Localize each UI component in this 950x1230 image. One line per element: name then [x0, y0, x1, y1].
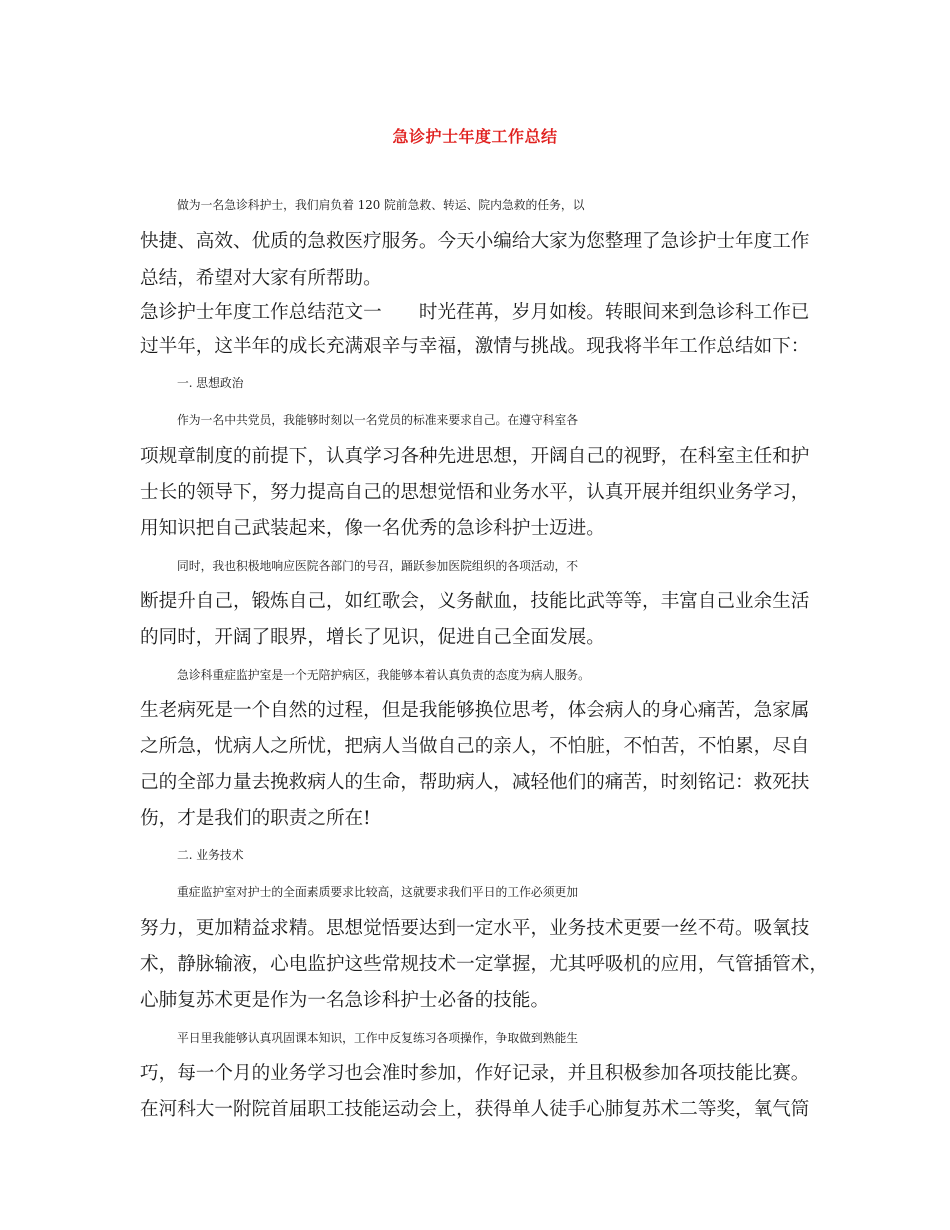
paragraph-line: 做为一名急诊科护士，我们肩负着 120 院前急救、转运、院内急救的任务，以: [177, 198, 585, 212]
document-title: 急诊护士年度工作总结: [392, 127, 558, 146]
paragraph-line: 术，静脉输液，心电监护这些常规技术一定掌握，尤其呼吸机的应用，气管插管术，: [140, 954, 828, 975]
paragraph-line: 快捷、高效、优质的急救医疗服务。今天小编给大家为您整理了急诊护士年度工作: [140, 231, 810, 252]
paragraph-line: 己的全部力量去挽救病人的生命，帮助病人，减轻他们的痛苦，时刻铭记：救死扶: [140, 772, 810, 793]
paragraph-line: 在河科大一附院首届职工技能运动会上，获得单人徒手心肺复苏术二等奖，氧气筒: [140, 1099, 810, 1120]
paragraph-line: 的同时，开阔了眼界，增长了见识，促进自己全面发展。: [140, 627, 605, 648]
paragraph-line: 重症监护室对护士的全面素质要求比较高，这就要求我们平日的工作必须更加: [177, 885, 579, 899]
paragraph-line: 心肺复苏术更是作为一名急诊科护士必备的技能。: [140, 990, 550, 1011]
paragraph-line: 断提升自己，锻炼自己，如红歌会，义务献血，技能比武等等，丰富自己业余生活: [140, 591, 810, 612]
paragraph-line: 同时，我也积极地响应医院各部门的号召，踊跃参加医院组织的各项活动，不: [177, 559, 579, 573]
paragraph-line: 用知识把自己武装起来，像一名优秀的急诊科护士迈进。: [140, 518, 605, 539]
paragraph-line: 作为一名中共党员，我能够时刻以一名党员的标准来要求自己。在遵守科室各: [177, 413, 579, 427]
paragraph-line: 伤，才是我们的职责之所在!: [140, 808, 371, 829]
paragraph-line: 生老病死是一个自然的过程，但是我能够换位思考，体会病人的身心痛苦，急家属: [140, 700, 810, 721]
paragraph-line: 努力，更加精益求精。思想觉悟要达到一定水平，业务技术更要一丝不苟。吸氧技: [140, 918, 810, 939]
paragraph-line: 巧，每一个月的业务学习也会准时参加，作好记录，并且积极参加各项技能比赛。: [140, 1063, 810, 1084]
paragraph-line: 士长的领导下，努力提高自己的思想觉悟和业务水平，认真开展并组织业务学习，: [140, 482, 810, 503]
paragraph-line: 总结，希望对大家有所帮助。: [140, 268, 382, 289]
paragraph-line: 急诊护士年度工作总结范文一 时光荏苒，岁月如梭。转眼间来到急诊科工作已: [140, 302, 810, 323]
paragraph-line: 之所急，忧病人之所忧，把病人当做自己的亲人，不怕脏，不怕苦，不怕累，尽自: [140, 736, 810, 757]
paragraph-line: 过半年，这半年的成长充满艰辛与幸福，激情与挑战。现我将半年工作总结如下：: [140, 336, 810, 357]
paragraph-line: 平日里我能够认真巩固课本知识，工作中反复练习各项操作，争取做到熟能生: [177, 1031, 579, 1045]
paragraph-line: 急诊科重症监护室是一个无陪护病区，我能够本着认真负责的态度为病人服务。: [177, 668, 590, 682]
section-heading: 二. 业务技术: [177, 848, 244, 862]
section-heading: 一. 思想政治: [177, 376, 244, 390]
paragraph-line: 项规章制度的前提下，认真学习各种先进思想，开阔自己的视野，在科室主任和护: [140, 446, 810, 467]
